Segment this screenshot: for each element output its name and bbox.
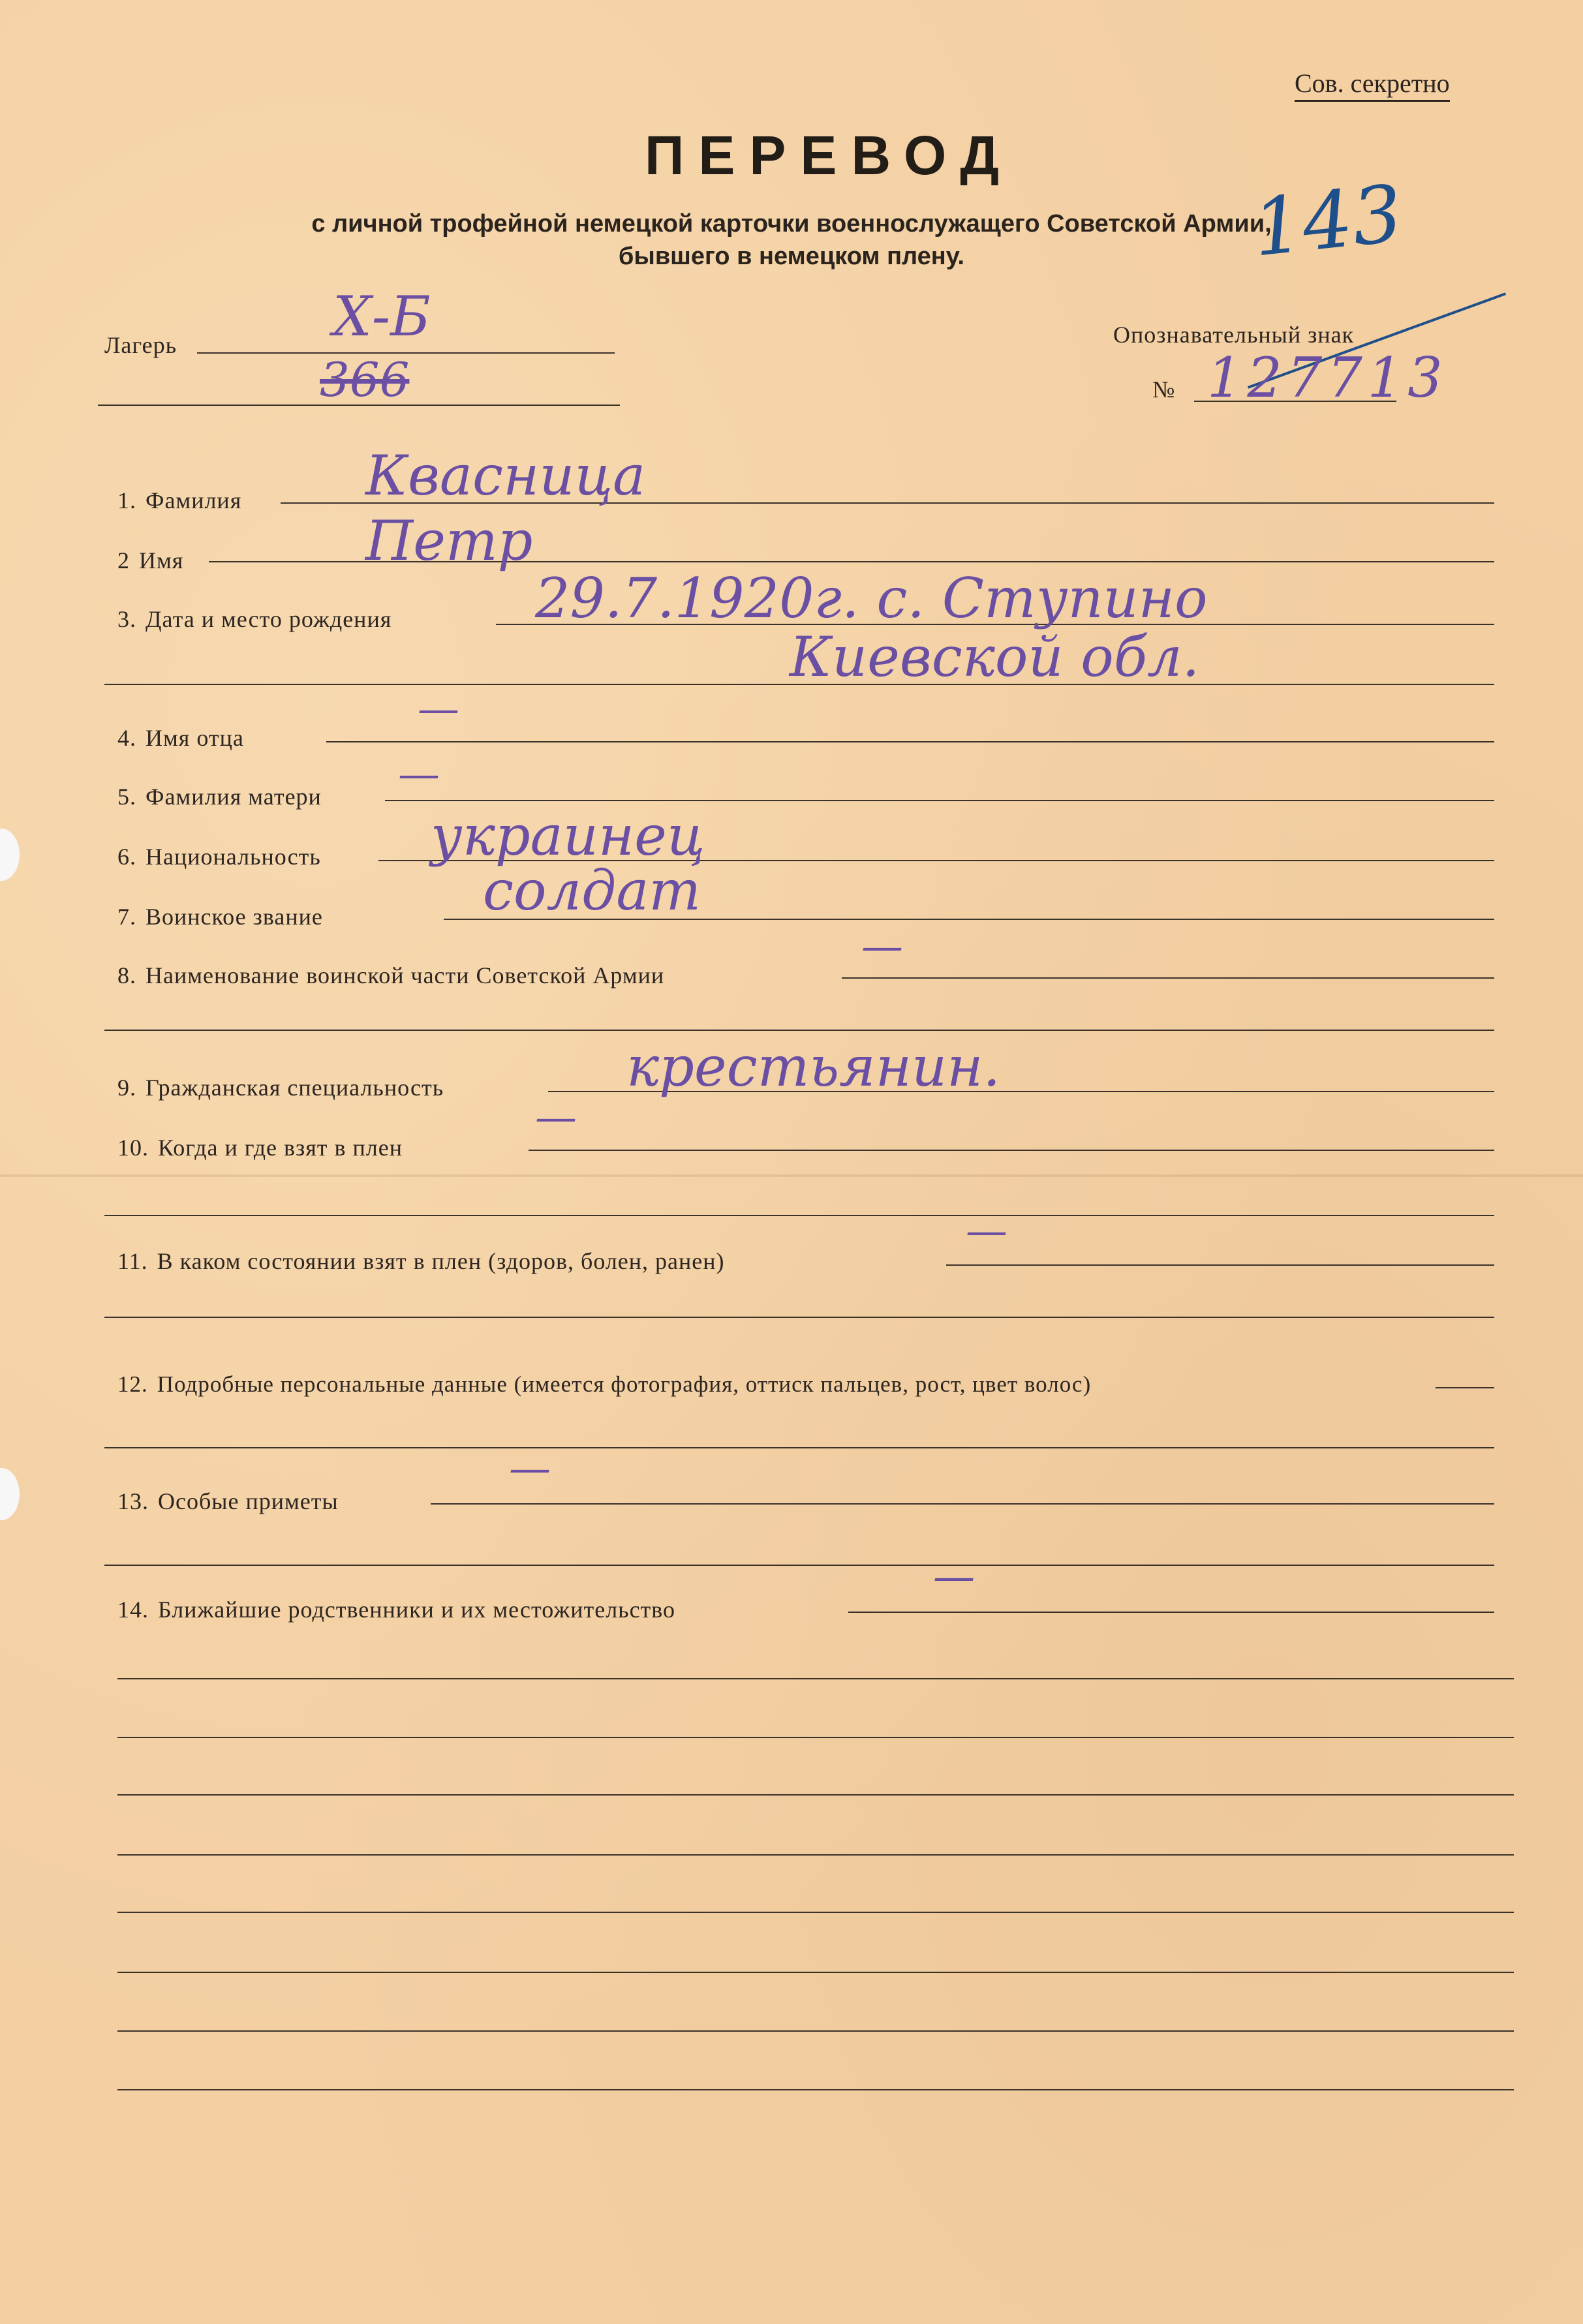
field-13-line-2 — [104, 1565, 1494, 1566]
field-10-value: — — [535, 1093, 577, 1142]
field-12-label: 12. Подробные персональные данные (имеется фотография, оттиск пальцев, рост, цвет волос) — [117, 1371, 1092, 1397]
classification-stamp: Сов. секретно — [1295, 68, 1450, 102]
field-11-line-2 — [104, 1317, 1494, 1318]
punch-hole — [0, 829, 20, 881]
blank-line — [117, 2089, 1514, 2090]
field-11-line — [946, 1264, 1494, 1266]
field-3-value: 29.7.1920г. с. Ступино — [535, 566, 1208, 630]
camp-value: Х-Б — [333, 284, 431, 348]
field-8-value: — — [861, 923, 903, 971]
field-14-label: 14. Ближайшие родственники и их местожительство — [117, 1597, 676, 1623]
field-4-label: 4. Имя отца — [117, 725, 244, 751]
field-3-label: 3. Дата и место рождения — [117, 606, 392, 632]
field-1-label: 1. Фамилия — [117, 487, 242, 513]
blank-line — [117, 2030, 1514, 2032]
field-13-line — [431, 1503, 1494, 1505]
id-mark-number-prefix: № — [1152, 376, 1176, 403]
field-10-label: 10. Когда и где взят в плен — [117, 1135, 403, 1161]
field-7-label: 7. Воинское звание — [117, 904, 323, 930]
field-7-value: солдат — [483, 859, 701, 923]
field-2-label: 2 Имя — [117, 547, 184, 573]
blank-line — [117, 1854, 1514, 1856]
camp-label: Лагерь — [104, 332, 177, 358]
camp-crossed-value: 366 — [320, 352, 410, 407]
field-3-value-2: Киевской обл. — [790, 625, 1200, 689]
field-9-value: крестьянин. — [626, 1035, 1001, 1099]
field-12-line — [1436, 1387, 1494, 1388]
field-5-value: — — [398, 750, 440, 799]
field-2-value: Петр — [365, 509, 533, 573]
field-9-label: 9. Гражданская специальность — [117, 1075, 444, 1101]
document-title: ПЕРЕВОД — [645, 125, 1014, 186]
document-subtitle-line1: с личной трофейной немецкой карточки военнослужащего Советской Армии, — [311, 210, 1272, 237]
field-6-label: 6. Национальность — [117, 844, 321, 870]
field-12-line-2 — [104, 1447, 1494, 1448]
id-mark-label: Опознавательный знак — [1113, 322, 1355, 348]
blank-line — [117, 1794, 1514, 1796]
field-10-line-2 — [104, 1215, 1494, 1216]
field-4-line — [326, 741, 1494, 742]
field-14-value: — — [933, 1553, 975, 1601]
field-5-line — [385, 800, 1494, 801]
field-10-line — [529, 1150, 1494, 1151]
field-13-label: 13. Особые приметы — [117, 1488, 339, 1514]
field-11-value: — — [966, 1207, 1007, 1255]
punch-hole — [0, 1468, 20, 1520]
field-5-label: 5. Фамилия матери — [117, 784, 322, 810]
handwritten-file-number: 143 — [1248, 168, 1407, 275]
blank-line — [117, 1737, 1514, 1738]
field-14-line — [848, 1612, 1494, 1613]
field-6-value: украинец — [431, 804, 705, 868]
paper-fold — [0, 1174, 1583, 1177]
field-1-value: Квасница — [365, 444, 646, 508]
document-subtitle-line2: бывшего в немецком плену. — [618, 243, 965, 270]
field-8-line-2 — [104, 1030, 1494, 1031]
field-8-label: 8. Наименование воинской части Советской Армии — [117, 962, 665, 988]
field-11-label: 11. В каком состоянии взят в плен (здоров, болен, ранен) — [117, 1248, 725, 1274]
field-13-value: — — [509, 1445, 551, 1493]
blank-line — [117, 1678, 1514, 1679]
field-4-value: — — [418, 685, 459, 733]
blank-line — [117, 1972, 1514, 1973]
field-8-line — [842, 977, 1494, 979]
blank-line — [117, 1912, 1514, 1913]
id-mark-value: 127713 — [1207, 346, 1448, 410]
